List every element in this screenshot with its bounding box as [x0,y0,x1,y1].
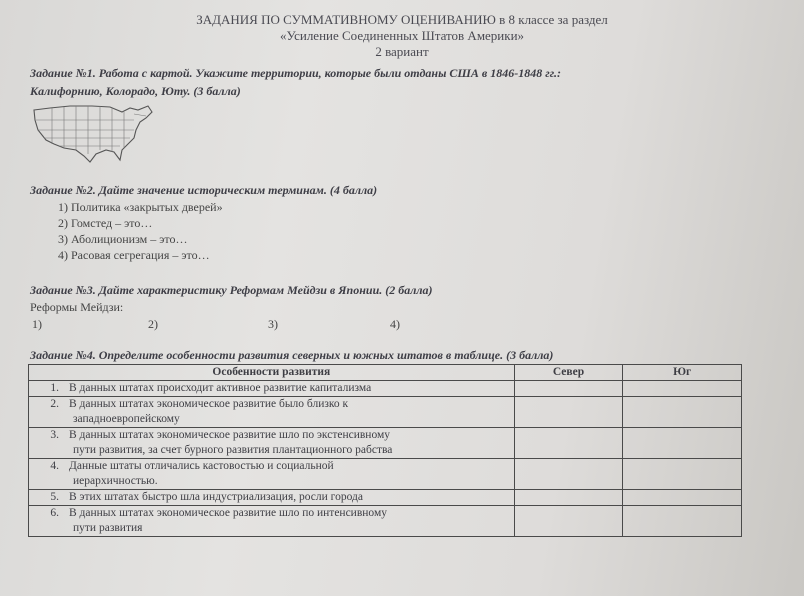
task1-subtitle: Калифорнию, Колорадо, Юту. (3 балла) [30,84,241,98]
task3-slot-1: 1) [32,317,42,331]
north-cell[interactable] [514,381,623,397]
table-row [29,506,742,537]
north-cell[interactable] [514,397,623,428]
usa-outline-map-icon [30,100,158,164]
row-text: В данных штатах экономическое развитие шло по интенсивному [69,507,387,519]
row-text-continued: пути развития, за счет бурного развития плантационного рабства [73,444,393,456]
task2-item-1: 1) Политика «закрытых дверей» [58,200,223,214]
south-cell[interactable] [623,506,742,537]
task2-title: Задание №2. Дайте значение историческим терминам. (4 балла) [30,183,378,197]
row-number: 5. [50,491,59,503]
row-number: 3. [50,429,59,441]
task4-title: Задание №4. Определите особенности развития северных и южных штатов в таблице. (3 балла) [30,348,554,362]
task2-item-2: 2) Гомстед – это… [58,216,153,230]
row-text: В данных штатах экономическое развитие шло по экстенсивному [69,429,391,441]
header-line-1: ЗАДАНИЯ ПО СУММАТИВНОМУ ОЦЕНИВАНИЮ в 8 классе за раздел [196,12,608,27]
row-text: В данных штатах происходит активное развитие капитализма [69,382,372,394]
task3-title: Задание №3. Дайте характеристику Реформам Мейдзи в Японии. (2 балла) [30,283,433,297]
row-text-continued: пути развития [73,522,143,534]
south-cell[interactable] [623,490,742,506]
header-variant: 2 вариант [375,44,429,59]
north-cell[interactable] [514,459,623,490]
header-line-2: «Усиление Соединенных Штатов Америки» [279,28,525,43]
north-cell[interactable] [514,506,623,537]
north-cell[interactable] [514,490,623,506]
row-text: В данных штатах экономическое развитие было близко к [69,398,349,410]
row-number: 6. [50,507,59,519]
task3-subtitle: Реформы Мейдзи: [30,300,124,314]
row-number: 4. [50,460,59,472]
task1-title: Задание №1. Работа с картой. Укажите территории, которые были отданы США в 1846-1848 гг.: [30,66,561,80]
row-text: В этих штатах быстро шла индустриализация, росли города [69,491,363,503]
row-text-continued: иерархичностью. [73,475,158,487]
north-cell[interactable] [514,428,623,459]
table-header-row [29,365,742,381]
header-features: Особенности развития [29,365,515,381]
table-row [29,397,742,428]
task3-slot-2: 2) [148,317,158,331]
table-row [29,381,742,397]
table-row [29,428,742,459]
features-table [28,364,742,537]
table-row [29,459,742,490]
row-text: Данные штаты отличались кастовостью и социальной [69,460,334,472]
table-row [29,490,742,506]
south-cell[interactable] [623,428,742,459]
south-cell[interactable] [623,459,742,490]
header-north: Север [514,365,623,381]
task2-item-3: 3) Аболиционизм – это… [58,232,188,246]
task3-slot-3: 3) [268,317,278,331]
row-text-continued: западноевропейскому [73,413,180,425]
south-cell[interactable] [623,397,742,428]
row-number: 1. [50,382,59,394]
row-number: 2. [50,398,59,410]
task3-slot-4: 4) [390,317,400,331]
header-south: Юг [623,365,742,381]
south-cell[interactable] [623,381,742,397]
task2-item-4: 4) Расовая сегрегация – это… [58,248,210,262]
